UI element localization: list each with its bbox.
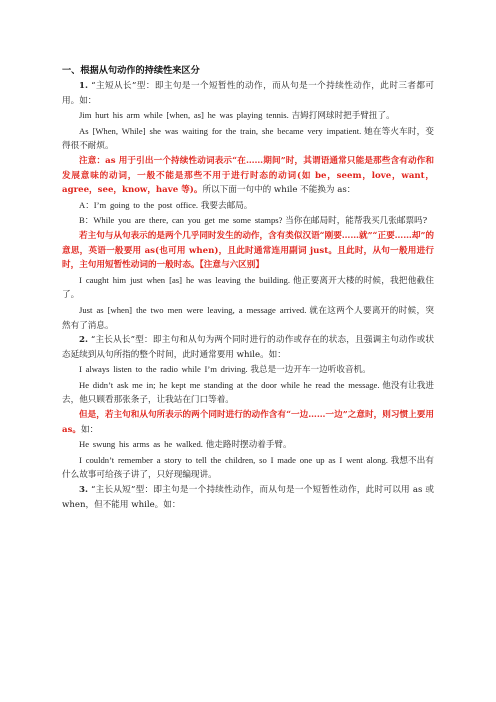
rule-3-number: 3.: [79, 485, 88, 496]
example-5: [62, 273, 434, 303]
note-3-highlight: 但是，若主句和从句所表示的两个同时进行的动作含有“一边……一边”之意时，则习惯上要用 as。: [62, 410, 434, 435]
example-7-english: I always listen to the radio while I’m driving.: [79, 364, 248, 375]
example-10: [62, 453, 434, 483]
rule-2-title: “主长从长”型：: [90, 335, 153, 346]
example-4: [62, 213, 434, 229]
rule-2-text: 即主句和从句为两个同时进行的动作或存在的状态，且强调主句动作或状态延续到从句所指的整个时间，此时通常要用 while。如：: [62, 335, 434, 360]
example-6-chinese: 就在这两个人要离开的时候，突然有了消息。: [62, 305, 434, 331]
example-9: [62, 437, 434, 453]
document-body: [62, 62, 434, 512]
example-3: [62, 198, 434, 214]
note-1: [62, 154, 434, 198]
note-1-plain: 所以下面一句中的 while 不能换为 as：: [202, 185, 356, 196]
example-1-english: Jim hurt his arm while [when, as] he was playing tennis.: [79, 110, 289, 121]
rule-3-title: “主长从短”型：: [90, 485, 154, 496]
example-3-english: A：I’m going to the post office.: [79, 199, 199, 210]
example-1: [62, 108, 434, 124]
example-2-chinese: 她在等火车时，变得很不耐烦。: [62, 126, 434, 152]
section-heading: 一、根据从句动作的持续性来区分: [62, 65, 200, 76]
example-3-chinese: 我要去邮局。: [200, 200, 253, 211]
example-4-english: B：While you are there, can you get me some stamps?: [79, 215, 283, 226]
example-5-english: I caught him just when [as] he was leaving the building.: [79, 274, 290, 285]
rule-2: [62, 333, 434, 362]
example-8-chinese: 他没有让我进去，他只顾看那张条子，让我站在门口等着。: [62, 380, 434, 406]
example-7: [62, 362, 434, 378]
example-5-chinese: 他正要离开大楼的时候，我把他截住了。: [62, 275, 434, 301]
example-8: [62, 378, 434, 408]
example-7-chinese: 我总是一边开车一边听收音机。: [250, 365, 371, 376]
example-1-chinese: 吉姆打网球时把手臂扭了。: [291, 111, 395, 122]
rule-3-text: 即主句是一个持续性动作，而从句是一个短暂性动作，此时可以用 as 或 when，但不能用 while。如：: [62, 485, 435, 510]
note-1-highlight: 注意：as 用于引出一个持续性动词表示“在……期间”时，其谓语通常只能是那些含有动作和发展意味的动词，一般不能是那些不用于进行时态的动词(如 be，seem，love，want，agree，see，know，have 等)。: [62, 155, 434, 196]
example-9-english: He swung his arms as he walked.: [79, 439, 203, 450]
example-10-english: I couldn’t remember a story to tell the children, so I made one up as I went along.: [79, 454, 388, 465]
note-2: 若主句与从句表示的是两个几乎同时发生的动作，含有类似汉语“刚要……就”“正要……却”的意思，英语一般要用 as(也可用 when)，且此时通常连用副词 just。且此时，从句一般用进行时，主句用短暂性动词的一般时态。【注意与六区别】: [62, 230, 434, 271]
example-2: [62, 124, 434, 154]
example-6: [62, 303, 434, 333]
rule-1-title: “主短从长”型：: [91, 81, 155, 91]
example-4-chinese: 当你在邮局时，能帮我买几张邮票吗?: [285, 216, 428, 227]
example-10-chinese: 我想不出有什么故事可给孩子讲了，只好现编现讲。: [62, 455, 435, 481]
rule-1: [62, 79, 434, 108]
rule-3: [62, 483, 434, 512]
rule-1-number: 1.: [79, 81, 88, 91]
rule-1-text: 即主句是一个短暂性的动作，而从句是一个持续性动作，此时三者都可用。如：: [62, 81, 434, 106]
example-9-chinese: 他走路时摆动着手臂。: [205, 440, 292, 451]
rule-2-number: 2.: [79, 335, 88, 346]
example-6-english: Just as [when] the two men were leaving, a message arrived.: [79, 304, 307, 315]
note-3: [62, 408, 434, 437]
note-3-plain: 如：: [81, 424, 99, 435]
example-2-english: As [When, While] she was waiting for the train, she became very impatient.: [79, 125, 362, 136]
example-8-english: He didn’t ask me in; he kept me standing at the door while he read the message.: [79, 379, 380, 390]
